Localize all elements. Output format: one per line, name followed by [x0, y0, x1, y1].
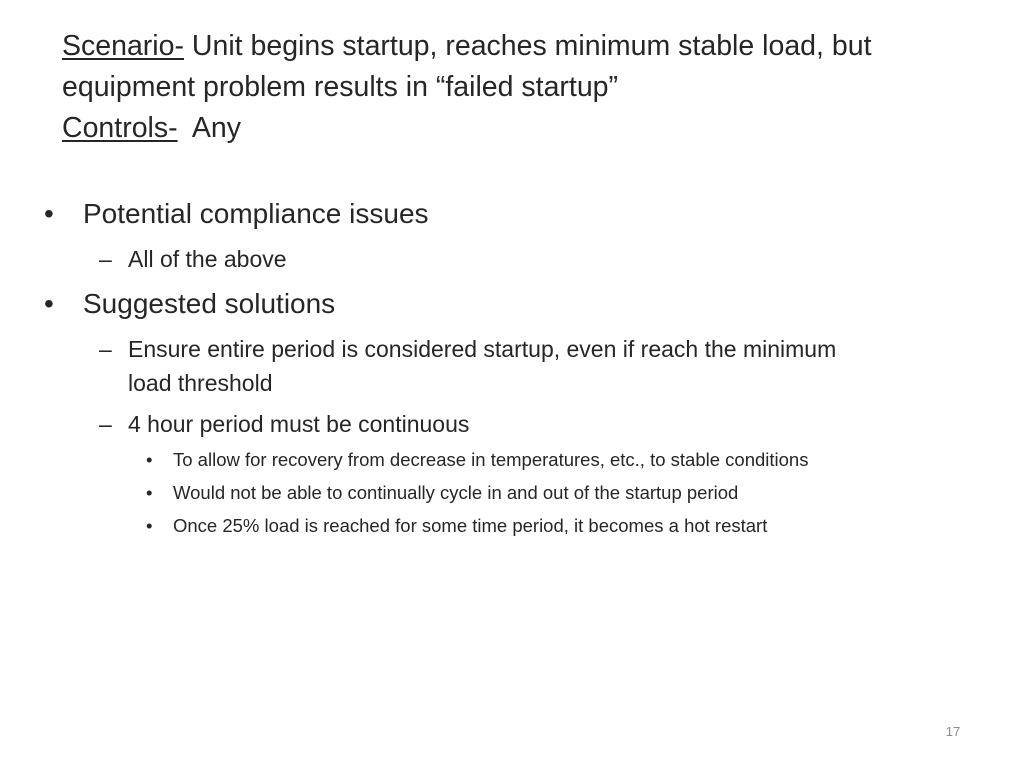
- controls-label: Controls-: [62, 112, 178, 144]
- bullet-text: Suggested solutions: [83, 288, 336, 319]
- sub-bullet-text-line-2: load threshold: [128, 370, 273, 396]
- bullet-marker: •: [44, 288, 54, 319]
- bullet-marker-small: •: [146, 482, 153, 503]
- sub-bullet-text: All of the above: [128, 246, 287, 272]
- page-number: 17: [945, 724, 961, 739]
- sub-sub-bullet-text: Once 25% load is reached for some time period, it becomes a hot restart: [173, 515, 768, 536]
- scenario-text-line-2: equipment problem results in “failed startup”: [62, 71, 619, 103]
- sub-bullet-text: 4 hour period must be continuous: [128, 411, 470, 437]
- bullet-marker: •: [44, 198, 54, 229]
- sub-sub-bullet-text: Would not be able to continually cycle in and out of the startup period: [173, 482, 739, 503]
- scenario-label: Scenario-: [62, 30, 184, 62]
- bullet-marker-small: •: [146, 515, 153, 536]
- dash-marker: –: [99, 246, 112, 272]
- sub-bullet-text-line-1: Ensure entire period is considered startup, even if reach the minimum: [128, 336, 837, 362]
- dash-marker: –: [99, 411, 112, 437]
- bullet-marker-small: •: [146, 449, 153, 470]
- scenario-text-line-1: Unit begins startup, reaches minimum stable load, but: [183, 30, 872, 62]
- bullet-text: Potential compliance issues: [83, 198, 429, 229]
- dash-marker: –: [99, 336, 112, 362]
- sub-sub-bullet-text: To allow for recovery from decrease in temperatures, etc., to stable conditions: [173, 449, 809, 470]
- controls-text: Any: [177, 112, 241, 144]
